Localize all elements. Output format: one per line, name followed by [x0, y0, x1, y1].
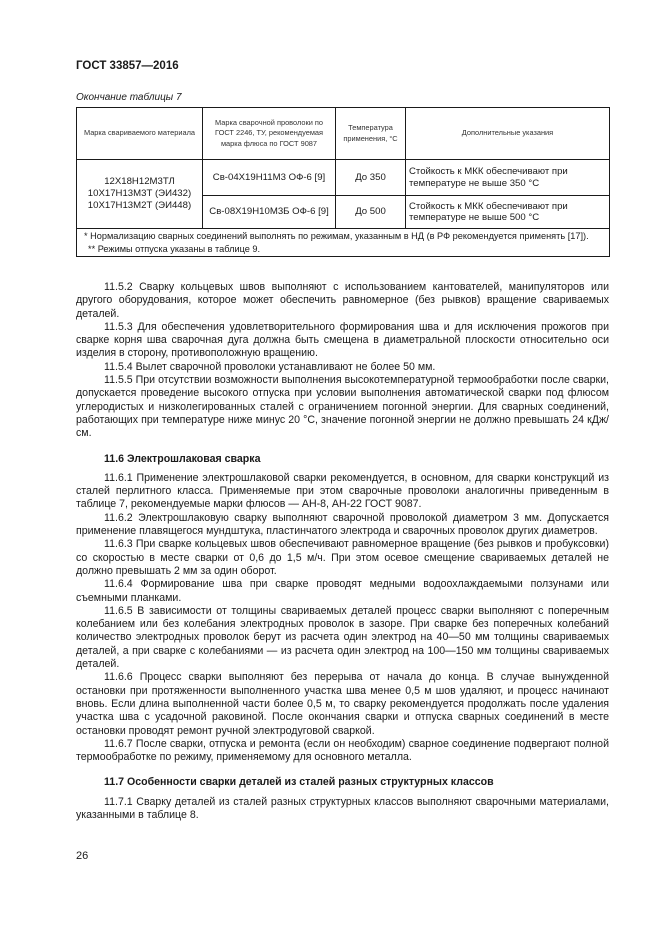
wire-cell: Св-08Х19Н10М3Б ОФ-6 [9]	[203, 196, 336, 229]
instruction-cell: Стойкость к МКК обеспечивают при температуре не выше 350 °С	[406, 160, 610, 196]
col-header-instructions: Дополнительные указания	[406, 108, 610, 160]
page-number: 26	[76, 850, 89, 862]
temperature-cell: До 500	[336, 196, 406, 229]
paragraph-11-6-4: 11.6.4 Формирование шва при сварке проводят медными водоохлаждаемыми ползунами или съемными планками.	[76, 578, 609, 604]
paragraph-11-6-5: 11.6.5 В зависимости от толщины свариваемых деталей процесс сварки выполняют с поперечным колебанием или без колебания электродных проволок в зазоре. При сварке без поперечных колебаний количество электродных проволок берут из расчета один электрод на 40—50 мм толщины свариваемых деталей, а при сварке с колебаниями — из расчета один электрод на 100—150 мм толщины свариваемых деталей.	[76, 604, 609, 671]
paragraph-11-6-1: 11.6.1 Применение электрошлаковой сварки рекомендуется, в основном, для сварки конструкций из сталей перлитного класса. Применяемые при этом сварочные проволоки аналогичны приведенным в таблице 7, рекомендуемые марки флюсов — АН-8, АН-22 ГОСТ 9087.	[76, 471, 609, 511]
table-notes-row	[77, 229, 610, 257]
col-header-material: Марка свариваемого материала	[77, 108, 203, 160]
steel-grades-cell: 12Х18Н12М3ТЛ 10Х17Н13М3Т (ЭИ432) 10Х17Н13М2Т (ЭИ448)	[77, 160, 203, 229]
table-caption: Окончание таблицы 7	[76, 92, 182, 103]
paragraph-11-6-7: 11.6.7 После сварки, отпуска и ремонта (если он необходим) сварное соединение подвергают полной термообработке по режиму, применяемому для основного металла.	[76, 737, 609, 764]
footnote-normalization: * Нормализацию сварных соединений выполнять по режимам, указанным в НД (в РФ рекомендуется применять [17]).	[84, 231, 589, 241]
table-notes-cell	[77, 229, 610, 257]
col-header-wire: Марка сварочной проволоки по ГОСТ 2246, ТУ, рекомендуемая марка флюса по ГОСТ 9087	[203, 108, 336, 160]
paragraph-11-5-2: 11.5.2 Сварку кольцевых швов выполняют с использованием кантователей, манипуляторов или другого оборудования, которое может обеспечить равномерное (без рывков) вращение свариваемых деталей.	[76, 281, 609, 320]
paragraph-11-5-3: 11.5.3 Для обеспечения удовлетворительного формирования шва и для исключения прожогов при сварке корня шва сварочная дуга должна быть смещена в диаметральной плоскости относительно оси изделия в сторону, противоположную вращению.	[76, 320, 609, 360]
temperature-cell: До 350	[336, 160, 406, 196]
paragraph-11-6-6: 11.6.6 Процесс сварки выполняют без перерыва от начала до конца. В случае вынужденной остановки при протяженности выполненного участка шва менее 0,5 м шов удаляют, и процесс начинают вновь. Если длина выполненной части более 0,5 м, то сварку рекомендуется продолжать после удаления участка шва с усадочной раковиной. После окончания сварки и отпуска сварных соединений в месте остановки проводят ремонт ручной электродуговой сваркой.	[76, 671, 609, 737]
table-header-row	[77, 108, 610, 160]
instruction-cell: Стойкость к МКК обеспечивают при температуре не выше 500 °С	[406, 196, 610, 229]
paragraph-11-5-5: 11.5.5 При отсутствии возможности выполнения высокотемпературной термообработки после сварки, допускается проведение высокого отпуска при условии выполнения автоматической сварки под флюсом углеродистых и низколегированных сталей с ограничением погонной энергии. Для сварных соединений, работающих при температуре ниже минус 20 °С, значение погонной энергии не должно превышать 24 кДж/см.	[76, 374, 609, 440]
wire-cell: Св-04Х19Н11М3 ОФ-6 [9]	[203, 160, 336, 196]
welding-table	[76, 107, 610, 257]
paragraph-11-7-1: 11.7.1 Сварку деталей из сталей разных структурных классов выполняют сварочными материалами, указанными в таблице 8.	[76, 795, 609, 821]
footnote-tempering: ** Режимы отпуска указаны в таблице 9.	[88, 243, 261, 254]
paragraph-11-6-2: 11.6.2 Электрошлаковую сварку выполняют сварочной проволокой диаметром 3 мм. Допускается применение плавящегося мундштука, пластинчатого электрода и сварочных проволок других диаметров.	[76, 511, 609, 538]
paragraph-11-6-3: 11.6.3 При сварке кольцевых швов обеспечивают равномерное вращение (без рывков и пробуксовки) со скоростью в месте сварки от 0,6 до 1,5 м/ч. При этом осевое смещение свариваемых деталей не должно превышать 2 мм за один оборот.	[76, 538, 609, 577]
body-text	[76, 281, 609, 822]
col-header-temperature: Температура применения, °С	[336, 108, 406, 160]
section-heading-11-6: 11.6 Электрошлаковая сварка	[104, 452, 261, 465]
standard-header: ГОСТ 33857—2016	[76, 60, 179, 72]
table-row	[77, 160, 610, 196]
paragraph-11-5-4: 11.5.4 Вылет сварочной проволоки устанавливают не более 50 мм.	[104, 360, 436, 373]
section-heading-11-7: 11.7 Особенности сварки деталей из сталей разных структурных классов	[104, 776, 494, 789]
